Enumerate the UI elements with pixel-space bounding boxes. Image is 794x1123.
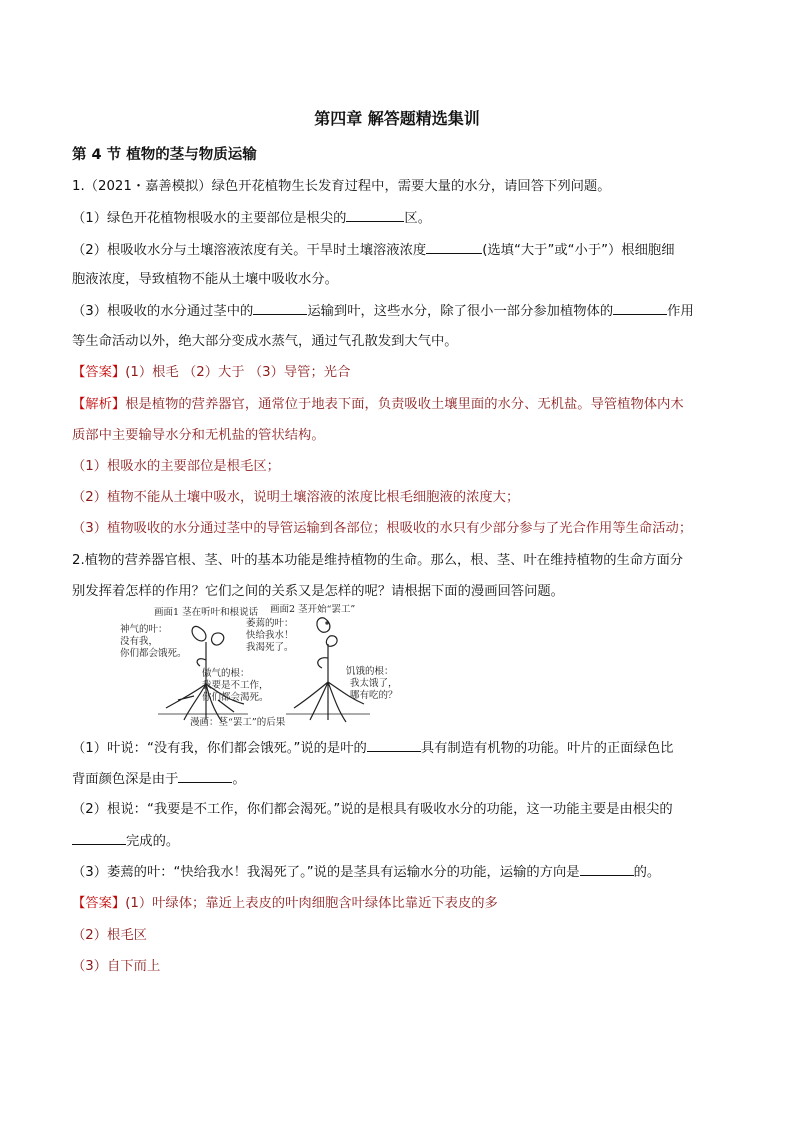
- q2-part1-text-b: 具有制造有机物的功能。叶片的正面绿色比: [420, 741, 674, 756]
- root-speech-2: 我要是不工作，: [202, 680, 269, 691]
- q1-answer: [72, 364, 350, 382]
- hungry-root-speech-1: 饥饿的根：: [346, 666, 394, 677]
- q1-analysis-tag: 【解析】: [72, 397, 126, 412]
- comic-illustration: [118, 604, 400, 728]
- q2-stem-1: 2.植物的营养器官根、茎、叶的基本功能是维持植物的生命。那么，根、茎、叶在维持植物的生命方面分: [72, 553, 684, 568]
- q1-analysis-text-5: （3）植物吸收的水分通过茎中的导管运输到各部位；根吸收的水只有少部分参与了光合作用等生命活动；: [72, 521, 693, 536]
- q1-part2: [72, 241, 675, 260]
- q2-part3-text-b: 的。: [633, 865, 661, 880]
- hungry-root-speech-3: 哪有吃的？: [350, 690, 398, 701]
- q1-answer-tag: 【答案】: [72, 365, 126, 380]
- q1-part3-blank-2[interactable]: [613, 302, 667, 315]
- chapter-title: 第四章 解答题精选集训: [314, 109, 480, 128]
- q1-part1-text-a: （1）绿色开花植物根吸水的主要部位是根尖的: [72, 211, 347, 226]
- q1-part3-text-a: （3）根吸收的水分通过茎中的: [72, 304, 254, 319]
- q1-analysis-text-4: （2）植物不能从土壤中吸水，说明土壤溶液的浓度比根毛细胞液的浓度大；: [72, 490, 520, 505]
- q1-analysis: [72, 396, 684, 414]
- q2-answer: [72, 895, 498, 913]
- q2-part1-text-c: 背面颜色深是由于: [72, 772, 179, 787]
- wilted-leaf-speech-2: 快给我水！: [246, 630, 294, 641]
- q2-part2-text-b: 完成的。: [126, 834, 180, 849]
- root-speech-3: 你们都会渴死。: [202, 692, 269, 703]
- wilted-leaf-speech-3: 我渴死了。: [246, 642, 294, 653]
- q2-part1: [72, 739, 673, 758]
- q2-part1-blank-1[interactable]: [367, 739, 421, 752]
- q2-part2-cont: [72, 832, 179, 851]
- section-heading: 第 4 节 植物的茎与物质运输: [72, 147, 257, 163]
- q2-part1-cont: [72, 770, 246, 789]
- q1-part3-blank-1[interactable]: [253, 302, 307, 315]
- q1-part3: [72, 302, 694, 321]
- q1-part2-cont: 胞液浓度，导致植物不能从土壤中吸收水分。: [72, 272, 338, 287]
- comic-bottom-caption: 漫画：茎“罢工”的后果: [190, 717, 286, 728]
- q2-part1-text-d: 。: [232, 772, 246, 787]
- q1-part1-blank[interactable]: [346, 209, 404, 222]
- q1-analysis-text-3: （1）根吸水的主要部位是根毛区；: [72, 459, 280, 474]
- leaf-speech-3: 你们都会饿死。: [120, 648, 187, 659]
- panel2-caption: 画面2 茎开始“罢工”: [270, 604, 356, 615]
- q1-analysis-text-2: 质部中主要输导水分和无机盐的管状结构。: [72, 428, 325, 443]
- q2-part2: （2）根说：“我要是不工作，你们都会渴死。”说的是根具有吸收水分的功能，这一功能主要是由根尖的: [72, 802, 673, 817]
- q2-answer-tag: 【答案】: [72, 896, 126, 911]
- q1-part2-blank[interactable]: [426, 241, 482, 254]
- q2-answer-text-2: （2）根毛区: [72, 928, 147, 943]
- panel1-caption: 画面1 茎在听叶和根说话: [154, 607, 259, 618]
- q2-part1-text-a: （1）叶说：“没有我，你们都会饿死。”说的是叶的: [72, 741, 367, 756]
- q1-answer-text: (1）根毛 （2）大于 （3）导管；光合: [125, 365, 351, 380]
- q2-answer-text-1: (1）叶绿体；靠近上表皮的叶肉细胞含叶绿体比靠近下表皮的多: [125, 896, 498, 911]
- q1-part3-text-c: 作用: [667, 304, 694, 319]
- q2-part2-blank[interactable]: [72, 832, 126, 845]
- q2-part1-blank-2[interactable]: [178, 770, 232, 783]
- q1-part3-text-b: 运输到叶，这些水分，除了很小一部分参加植物体的: [307, 304, 614, 319]
- q1-analysis-text-1: 根是植物的营养器官，通常位于地表下面，负责吸收土壤里面的水分、无机盐。导管植物体内木: [125, 397, 684, 412]
- q2-stem-2: 别发挥着怎样的作用？它们之间的关系又是怎样的呢？请根据下面的漫画回答问题。: [72, 584, 564, 599]
- q2-answer-text-3: （3）自下而上: [72, 959, 161, 974]
- q2-part3-blank[interactable]: [580, 863, 634, 876]
- q1-part2-text-b: (选填“大于”或“小于”）根细胞细: [482, 243, 675, 258]
- wilted-leaf-speech-1: 萎蔫的叶：: [246, 618, 294, 629]
- q1-part3-cont: 等生命活动以外，绝大部分变成水蒸气，通过气孔散发到大气中。: [72, 334, 458, 349]
- hungry-root-speech-2: 我太饿了，: [350, 678, 398, 689]
- root-speech-1: 傲气的根：: [202, 668, 250, 679]
- q2-part3: [72, 863, 660, 882]
- q1-part1: [72, 209, 431, 228]
- q1-part2-text-a: （2）根吸收水分与土壤溶液浓度有关。干旱时土壤溶液浓度: [72, 243, 427, 258]
- q1-part1-text-b: 区。: [404, 211, 431, 226]
- q2-part3-text-a: （3）萎蔫的叶：“快给我水！我渴死了。”说的是茎具有运输水分的功能，运输的方向是: [72, 865, 580, 880]
- q1-stem: 1.（2021・嘉善模拟）绿色开花植物生长发育过程中，需要大量的水分，请回答下列问题。: [72, 179, 611, 194]
- leaf-speech-1: 神气的叶：: [120, 624, 168, 635]
- leaf-speech-2: 没有我，: [120, 636, 159, 647]
